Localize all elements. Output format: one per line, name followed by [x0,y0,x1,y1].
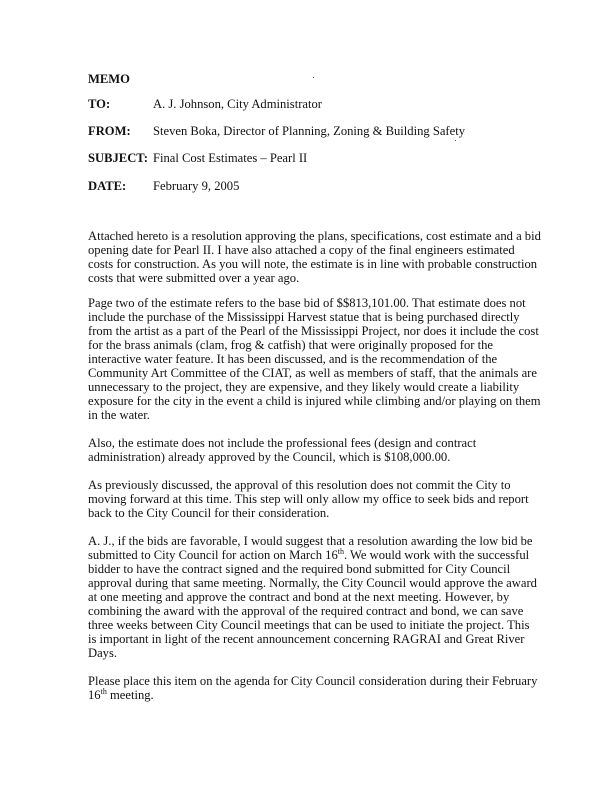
to-field [88,97,322,112]
text-line: from the artist as a part of the Pearl of the Mississippi Project, nor does it include the cost [88,324,539,338]
text-segment: 16 [88,688,101,702]
superscript: th [337,547,344,556]
subject-label: SUBJECT: [88,151,148,165]
text-line: in the water. [88,408,150,422]
text-line: Attached hereto is a resolution approving the plans, specifications, cost estimate and a bid [88,229,541,243]
text-line: combining the award with the approval of the required contract and bond, we can save [88,604,524,618]
text-line: Community Art Committee of the CIAT, as well as members of staff, that the animals are [88,366,537,380]
date-field [88,179,239,194]
text-line: bidder to have the contract signed and the required bond submitted for City Council [88,562,511,576]
text-segment: meeting. [106,688,154,702]
text-line: Page two of the estimate refers to the base bid of $$813,101.00. That estimate does not [88,296,526,310]
text-line: opening date for Pearl II. I have also attached a copy of the final engineers estimated [88,243,515,257]
from-field [88,124,465,139]
paragraph-attached [88,229,558,285]
text-line: moving forward at this time. This step will only allow my office to seek bids and report [88,492,529,506]
text-line: A. J., if the bids are favorable, I would suggest that a resolution awarding the low bid be [88,534,533,548]
scan-speck [455,140,456,141]
text-line: is important in light of the recent announcement concerning RAGRAI and Great River [88,632,525,646]
text-segment: . We would work with the successful [343,548,530,562]
paragraph-estimate [88,296,558,422]
text-line: Also, the estimate does not include the professional fees (design and contract [88,436,477,450]
subject-value: Final Cost Estimates – Pearl II [153,151,308,165]
text-line: costs for construction. As you will note, the estimate is in line with probable construction [88,257,538,271]
text-line: costs that were submitted over a year ago. [88,271,300,285]
text-line: exposure for the city in the event a child is injured while climbing and/or playing on them [88,394,541,408]
text-line: approval during that same meeting. Normally, the City Council would approve the award [88,576,537,590]
memo-heading: MEMO [88,72,130,86]
paragraph-bids [88,534,558,660]
scan-speck [313,77,314,78]
paragraph-fees [88,436,558,464]
date-value: February 9, 2005 [153,179,240,193]
text-line: for the brass animals (clam, frog & catfish) that were originally proposed for the [88,338,493,352]
text-line: unnecessary to the project, they are expensive, and they likely would create a liability [88,380,520,394]
text-line-with-superscript [88,548,558,562]
text-line: back to the City Council for their consideration. [88,506,330,520]
from-value: Steven Boka, Director of Planning, Zoning & Building Safety [153,124,466,138]
text-line-with-superscript [88,688,558,702]
subject-field [88,151,307,166]
text-segment: submitted to City Council for action on March 16 [88,548,338,562]
superscript: th [100,687,107,696]
text-line: interactive water feature. It has been discussed, and is the recommendation of the [88,352,498,366]
text-line: at one meeting and approve the contract and bond at the next meeting. However, by [88,590,510,604]
paragraph-approval [88,478,558,520]
text-line: Please place this item on the agenda for City Council consideration during their February [88,674,538,688]
text-line: three weeks between City Council meetings that can be used to initiate the project. This [88,618,530,632]
text-line: administration) already approved by the Council, which is $108,000.00. [88,450,451,464]
text-line: include the purchase of the Mississippi Harvest statue that is being purchased directly [88,310,520,324]
from-label: FROM: [88,124,131,138]
paragraph-agenda [88,674,558,702]
to-value: A. J. Johnson, City Administrator [153,97,322,111]
date-label: DATE: [88,179,127,193]
text-line: As previously discussed, the approval of this resolution does not commit the City to [88,478,511,492]
to-label: TO: [88,97,111,111]
text-line: Days. [88,646,118,660]
